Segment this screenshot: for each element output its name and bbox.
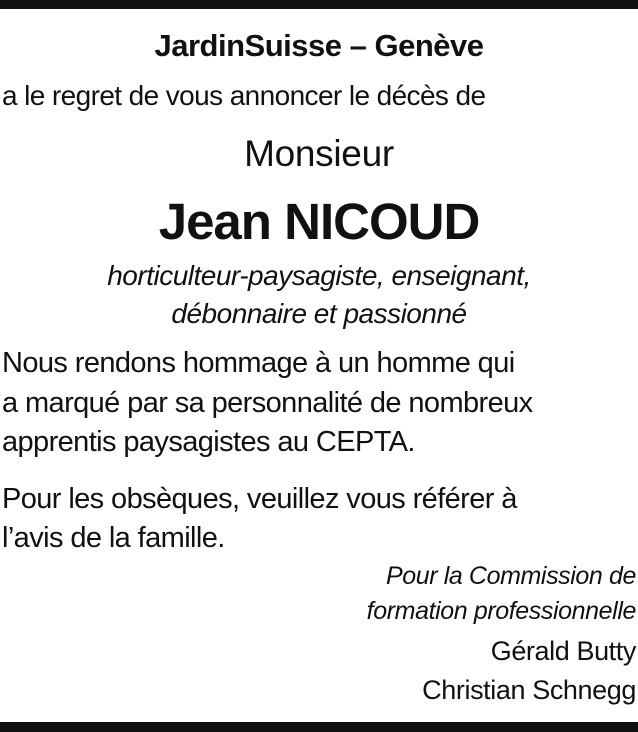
funeral-info-line: l’avis de la famille. (2, 522, 225, 554)
signature-on-behalf: Pour la Commission de (385, 562, 636, 590)
organization-heading: JardinSuisse – Genève (154, 28, 484, 63)
funeral-info-line: Pour les obsèques, veuillez vous référer à (2, 483, 517, 515)
deceased-name: Jean NICOUD (158, 193, 480, 250)
tribute-line: a marqué par sa personnalité de nombreux (2, 387, 533, 419)
signatory-name: Christian Schnegg (422, 675, 636, 705)
intro-text: a le regret de vous annoncer le décès de (2, 80, 486, 111)
description-line: débonnaire et passionné (171, 298, 467, 329)
tribute-line: Nous rendons hommage à un homme qui (2, 347, 515, 379)
bottom-border (0, 722, 638, 732)
description-line: horticulteur-paysagiste, enseignant, (107, 260, 531, 291)
signature-on-behalf: formation professionnelle (366, 597, 636, 625)
tribute-line: apprentis paysagistes au CEPTA. (2, 426, 415, 458)
signatory-name: Gérald Butty (490, 636, 636, 666)
honorific: Monsieur (244, 133, 394, 174)
top-border (0, 0, 638, 9)
